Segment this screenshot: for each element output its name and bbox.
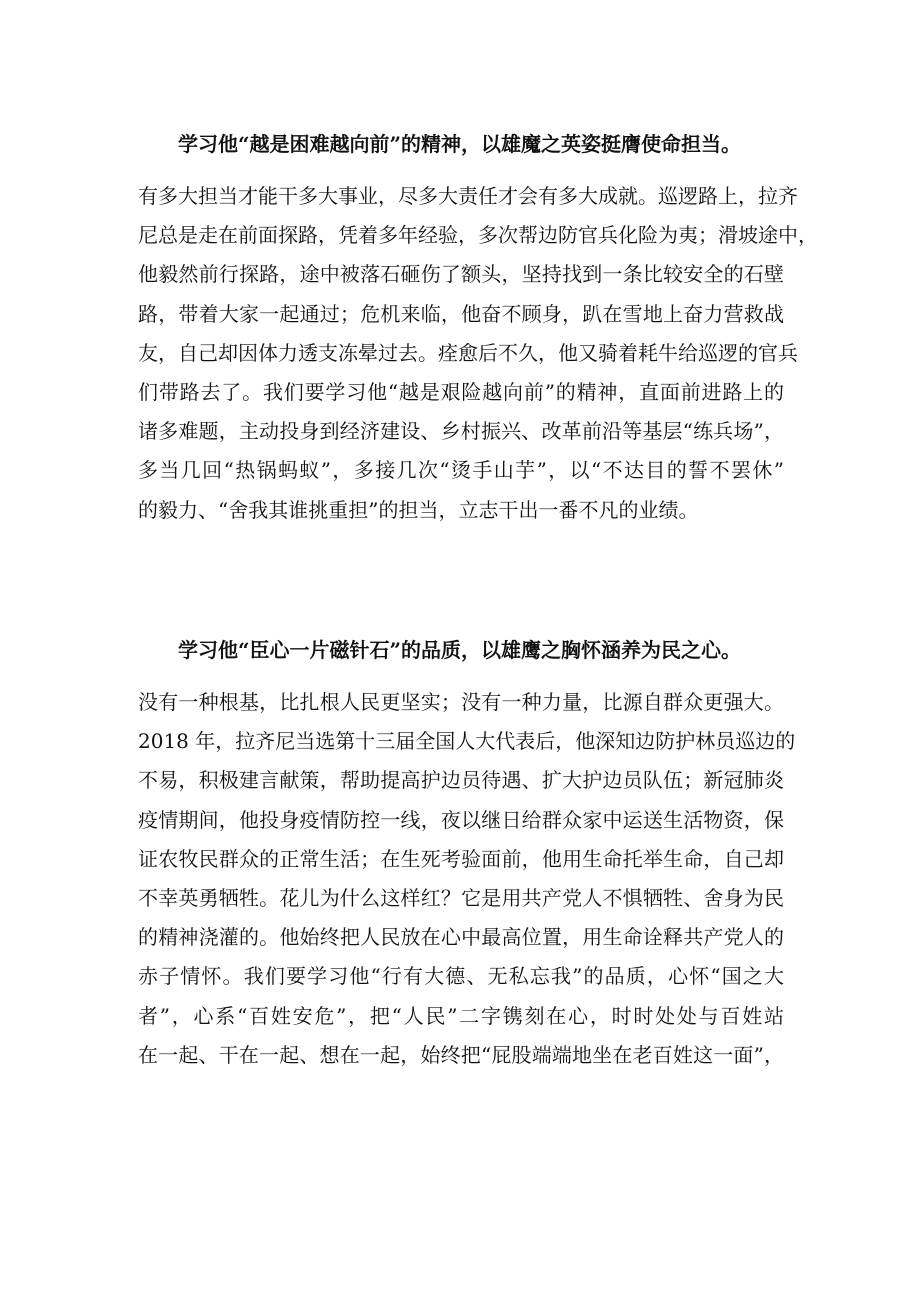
- paragraph-line: 不易，积极建言献策，帮助提高护边员待遇、扩大护边员队伍；新冠肺炎: [138, 768, 784, 793]
- section-paragraph: [138, 683, 796, 1075]
- paragraph-line: 有多大担当才能干多大事业，尽多大责任才会有多大成就。巡逻路上，拉齐: [138, 184, 798, 208]
- section-heading: 学习他“臣心一片磁针石”的品质，以雄鹰之胸怀涵养为民之心。: [178, 638, 742, 662]
- paragraph-line: 他毅然前行探路，途中被落石砸伤了额头，坚持找到一条比较安全的石壁: [138, 262, 784, 287]
- paragraph-line: 友，自己却因体力透支冻晕过去。痊愈后不久，他又骑着耗牛给巡逻的官兵: [138, 340, 798, 365]
- paragraph-line: 诸多难题，主动投身到经济建设、乡村振兴、改革前沿等基层“练兵场”，: [138, 419, 784, 444]
- paragraph-line: 没有一种根基，比扎根人民更坚实；没有一种力量，比源自群众更强大。: [138, 690, 784, 714]
- paragraph-line: 不幸英勇牺牲。花儿为什么这样红？它是用共产党人不惧牺牲、舍身为民: [138, 885, 784, 910]
- paragraph-line: 的精神浇灌的。他始终把人民放在心中最高位置，用生命诠释共产党人的: [138, 925, 784, 950]
- paragraph-line: 赤子情怀。我们要学习他“行有大德、无私忘我”的品质，心怀“国之大: [138, 964, 784, 989]
- paragraph-line: 多当几回“热锅蚂蚁”，多接几次“烫手山芋”，以“不达目的誓不罢休”: [138, 458, 784, 483]
- paragraph-line: 们带路去了。我们要学习他“越是艰险越向前”的精神，直面前进路上的: [138, 379, 784, 404]
- paragraph-line: 证农牧民群众的正常生活；在生死考验面前，他用生命托举生命，自己却: [138, 846, 784, 871]
- paragraph-line: 2018 年，拉齐尼当选第十三届全国人大代表后，他深知边防护林员巡边的: [138, 729, 796, 754]
- paragraph-line: 路，带着大家一起通过；危机来临，他奋不顾身，趴在雪地上奋力营救战: [138, 301, 784, 326]
- paragraph-line: 疫情期间，他投身疫情防控一线，夜以继日给群众家中运送生活物资，保: [138, 807, 784, 832]
- section-heading: 学习他“越是困难越向前”的精神，以雄魔之英姿挺膺使命担当。: [178, 132, 742, 156]
- paragraph-line: 在一起、干在一起、想在一起，始终把“屁股端端地坐在老百姓这一面”，: [138, 1042, 784, 1067]
- paragraph-line: 的毅力、“舍我其谁挑重担”的担当，立志干出一番不凡的业绩。: [138, 497, 699, 522]
- paragraph-line: 者”，心系“百姓安危”，把“人民”二字镌刻在心，时时处处与百姓站: [138, 1003, 784, 1028]
- paragraph-line: 尼总是走在前面探路，凭着多年经验，多次帮边防官兵化险为夷；滑坡途中，: [138, 223, 818, 248]
- section-paragraph: [138, 177, 818, 530]
